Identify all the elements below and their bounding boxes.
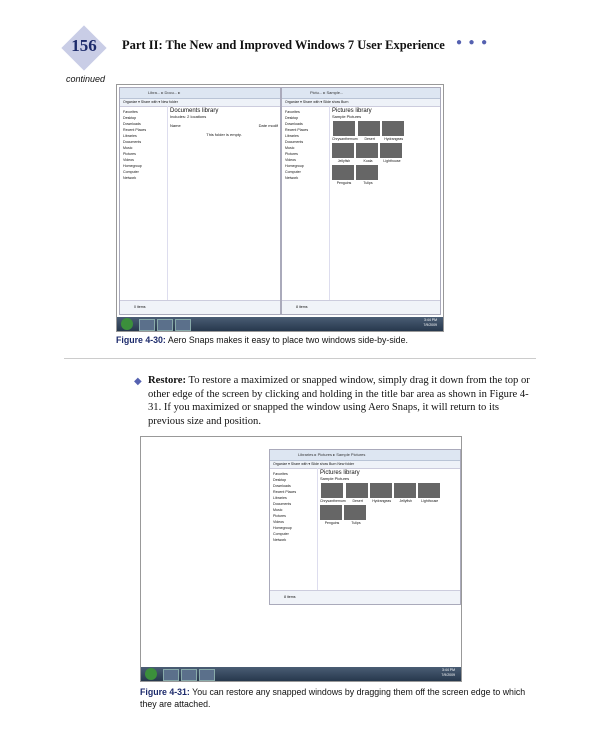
- nav-item[interactable]: Videos: [273, 520, 284, 524]
- thumbnail-item[interactable]: [346, 481, 370, 503]
- nav-item[interactable]: Favorites: [273, 472, 288, 476]
- documents-window: [119, 87, 281, 315]
- thumbnail-label: Jellyfish: [337, 159, 351, 163]
- nav-item[interactable]: Computer: [285, 170, 301, 174]
- divider: [64, 358, 536, 359]
- nav-item[interactable]: Pictures: [285, 152, 298, 156]
- nav-item[interactable]: Favorites: [123, 110, 138, 114]
- nav-item[interactable]: Computer: [273, 532, 289, 536]
- status-bar: 8 items: [270, 590, 460, 604]
- clock: 3:44 PM 7/9/2009: [441, 668, 455, 677]
- nav-item[interactable]: Videos: [285, 158, 296, 162]
- thumbnail-item[interactable]: [332, 163, 356, 185]
- window-toolbar: Organize ▾ Share with ▾ Slide show Burn New folder: [270, 461, 460, 469]
- continued-label: continued: [66, 74, 106, 84]
- thumbnail-grid: [320, 481, 460, 525]
- nav-item[interactable]: Documents: [273, 502, 292, 506]
- thumbnail-item[interactable]: [356, 141, 380, 163]
- address-bar: Pictu... ▸ Sample...: [282, 88, 440, 99]
- nav-item[interactable]: Recent Places: [123, 128, 147, 132]
- nav-item[interactable]: Downloads: [285, 122, 303, 126]
- thumbnail-image: [333, 121, 355, 136]
- figure-4-31-screenshot: [140, 436, 462, 682]
- thumbnail-label: Hydrangeas: [384, 137, 404, 141]
- nav-item[interactable]: Desktop: [123, 116, 137, 120]
- navigation-pane: [282, 106, 330, 300]
- thumbnail-image: [344, 505, 366, 520]
- thumbnail-image: [382, 121, 404, 136]
- nav-item[interactable]: Recent Places: [285, 128, 309, 132]
- thumbnail-item[interactable]: [344, 503, 368, 525]
- running-head: Part II: The New and Improved Windows 7 User Experience: [122, 38, 445, 52]
- thumbnail-image: [321, 483, 343, 498]
- nav-item[interactable]: Downloads: [273, 484, 291, 488]
- nav-item[interactable]: Desktop: [285, 116, 299, 120]
- restore-paragraph: [148, 374, 532, 428]
- address-bar: Libra... ▸ Docu... ▸: [120, 88, 280, 99]
- explorer-taskbar-icon: [181, 669, 197, 681]
- window-toolbar: Organize ▾ Share with ▾ Slide show Burn: [282, 99, 440, 107]
- taskbar: [117, 317, 443, 331]
- restore-term: Restore:: [148, 375, 187, 386]
- nav-item[interactable]: Music: [273, 508, 283, 512]
- status-bar: 8 items: [282, 300, 440, 314]
- thumbnail-item[interactable]: [370, 481, 394, 503]
- library-subtitle: Includes: 2 locations: [170, 114, 207, 119]
- nav-item[interactable]: Libraries: [285, 134, 299, 138]
- thumbnail-label: Hydrangeas: [372, 499, 392, 503]
- nav-item[interactable]: Documents: [123, 140, 142, 144]
- decorative-dots-icon: ● ● ●: [456, 37, 490, 48]
- thumbnail-image: [358, 121, 380, 136]
- ie-taskbar-icon: [163, 669, 179, 681]
- thumbnail-label: Chrysanthemum: [332, 137, 358, 141]
- nav-item[interactable]: Homegroup: [123, 164, 142, 168]
- caption-label: Figure 4-30:: [116, 335, 166, 345]
- thumbnail-item[interactable]: [320, 503, 344, 525]
- nav-item[interactable]: Libraries: [273, 496, 287, 500]
- thumbnail-image: [332, 165, 354, 180]
- nav-item[interactable]: Recent Places: [273, 490, 297, 494]
- status-bar: 0 items: [120, 300, 280, 314]
- thumbnail-item[interactable]: [394, 481, 418, 503]
- navigation-pane: [270, 468, 318, 590]
- nav-item[interactable]: Homegroup: [273, 526, 292, 530]
- thumbnail-image: [370, 483, 392, 498]
- column-name: Name: [170, 123, 181, 128]
- thumbnail-image: [394, 483, 416, 498]
- restore-text: To restore a maximized or snapped window, simply drag it down from the top or other edge of the screen by clicking and holding in the title bar area as shown in Figure 4-31. If you maximized or snapped the window using Aero Snaps, it will return to its previous size and position.: [148, 375, 530, 427]
- thumbnail-label: Tulips: [351, 521, 361, 525]
- explorer-taskbar-icon: [157, 319, 173, 331]
- library-title: Documents library: [170, 108, 219, 114]
- thumbnail-label: Penguins: [324, 521, 340, 525]
- library-subtitle: Sample Pictures: [320, 476, 350, 481]
- thumbnail-image: [346, 483, 368, 498]
- address-bar: Libraries ▸ Pictures ▸ Sample Pictures: [270, 450, 460, 461]
- thumbnail-item[interactable]: [332, 119, 358, 141]
- thumbnail-grid: [332, 119, 416, 185]
- clock: 3:44 PM 7/9/2009: [423, 318, 437, 327]
- nav-item[interactable]: Computer: [123, 170, 139, 174]
- thumbnail-item[interactable]: [418, 481, 442, 503]
- nav-item[interactable]: Favorites: [285, 110, 300, 114]
- thumbnail-item[interactable]: [320, 481, 346, 503]
- figure-4-31-caption: [140, 686, 540, 710]
- media-taskbar-icon: [175, 319, 191, 331]
- nav-item[interactable]: Pictures: [273, 514, 286, 518]
- figure-4-30-screenshot: [116, 84, 444, 332]
- thumbnail-label: Desert: [352, 499, 363, 503]
- media-taskbar-icon: [199, 669, 215, 681]
- thumbnail-image: [380, 143, 402, 158]
- nav-item[interactable]: Music: [285, 146, 295, 150]
- documents-content: [170, 108, 278, 300]
- start-orb-icon: [145, 668, 157, 680]
- thumbnail-label: Penguins: [336, 181, 352, 185]
- thumbnail-item[interactable]: [382, 119, 406, 141]
- thumbnail-label: Lighthouse: [383, 159, 401, 163]
- caption-text: You can restore any snapped windows by dragging them off the screen edge to which they are attached.: [140, 687, 526, 709]
- caption-label: Figure 4-31:: [140, 687, 190, 697]
- page-number-badge: [62, 26, 106, 70]
- thumbnail-image: [418, 483, 440, 498]
- pictures-window: [281, 87, 441, 315]
- pictures-window-restored: [269, 449, 461, 605]
- nav-item[interactable]: Downloads: [123, 122, 141, 126]
- nav-item[interactable]: Videos: [123, 158, 134, 162]
- bullet-icon: ◆: [134, 376, 142, 387]
- pictures-content: [320, 470, 458, 590]
- thumbnail-item[interactable]: [380, 141, 404, 163]
- library-title: Pictures library: [332, 108, 372, 114]
- thumbnail-label: Lighthouse: [421, 499, 439, 503]
- nav-item[interactable]: Pictures: [123, 152, 136, 156]
- thumbnail-image: [356, 143, 378, 158]
- taskbar: [141, 667, 461, 681]
- column-date: Date modif: [258, 123, 278, 128]
- thumbnail-image: [320, 505, 342, 520]
- pictures-content: [332, 108, 438, 300]
- thumbnail-label: Tulips: [363, 181, 373, 185]
- nav-item[interactable]: Homegroup: [285, 164, 304, 168]
- library-title: Pictures library: [320, 470, 360, 476]
- thumbnail-label: Koala: [363, 159, 373, 163]
- thumbnail-image: [332, 143, 354, 158]
- nav-item[interactable]: Network: [273, 538, 287, 542]
- page-number: 156: [71, 36, 97, 55]
- thumbnail-item[interactable]: [332, 141, 356, 163]
- thumbnail-item[interactable]: [356, 163, 380, 185]
- window-toolbar: Organize ▾ Share with ▾ New folder: [120, 99, 280, 107]
- nav-item[interactable]: Libraries: [123, 134, 137, 138]
- nav-item[interactable]: Documents: [285, 140, 304, 144]
- navigation-pane: [120, 106, 168, 300]
- thumbnail-label: Chrysanthemum: [320, 499, 346, 503]
- library-subtitle: Sample Pictures: [332, 114, 362, 119]
- nav-item[interactable]: Network: [123, 176, 137, 180]
- nav-item[interactable]: Desktop: [273, 478, 287, 482]
- thumbnail-label: Jellyfish: [399, 499, 412, 503]
- figure-4-30-caption: [116, 334, 408, 346]
- thumbnail-image: [356, 165, 378, 180]
- empty-folder-message: This folder is empty.: [206, 132, 242, 137]
- start-orb-icon: [121, 318, 133, 330]
- caption-text: Aero Snaps makes it easy to place two windows side-by-side.: [165, 335, 408, 345]
- thumbnail-label: Desert: [364, 137, 375, 141]
- nav-item[interactable]: Music: [123, 146, 133, 150]
- thumbnail-item[interactable]: [358, 119, 382, 141]
- nav-item[interactable]: Network: [285, 176, 299, 180]
- ie-taskbar-icon: [139, 319, 155, 331]
